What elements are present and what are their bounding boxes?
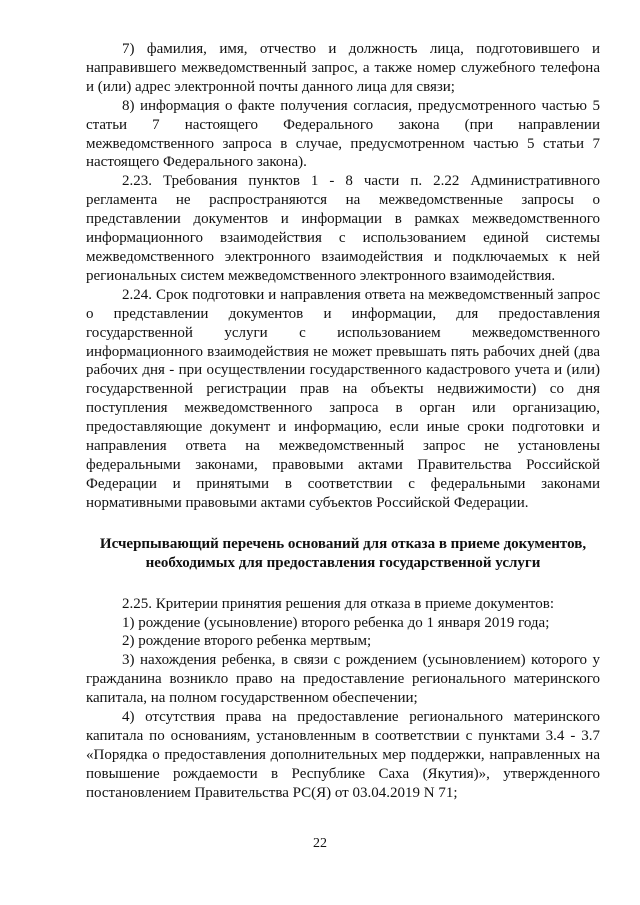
paragraph-item-7: 7) фамилия, имя, отчество и должность лица, подготовившего и направившего межведомственный запрос, а также номер служебного телефона и (или) адрес электронной почты данного лица для связи; xyxy=(86,41,600,95)
criteria-item-4: 4) отсутствия права на предоставление регионального материнского капитала по основаниям, установленным в соответствии с пунктами 3.4 - 3.7 «Порядка о предоставления дополнительных мер поддержки, направленных на повышение рождаемости в Республике Саха (Якутия)», утвержденного постановлением Правительства РС(Я) от 03.04.2019 N 71; xyxy=(86,709,600,801)
section-heading: Исчерпывающий перечень оснований для отказа в приеме документов, необходимых для предоставления государственной услуги xyxy=(99,535,587,571)
document-page xyxy=(86,40,600,803)
paragraph-2-25: 2.25. Критерии принятия решения для отказа в приеме документов: xyxy=(122,595,554,612)
criteria-item-2: 2) рождение второго ребенка мертвым; xyxy=(122,633,372,650)
paragraph-2-23: 2.23. Требования пунктов 1 - 8 части п. 2.22 Административного регламента не распространяются на межведомственные запросы о представлении документов и информации в рамках межведомственного информационного взаимодействия с использованием единой системы межведомственного электронного взаимодействия и подключаемых к ней региональных систем межведомственного электронного взаимодействия. xyxy=(86,173,600,284)
criteria-item-3: 3) нахождения ребенка, в связи с рождением (усыновлением) которого у гражданина возникло право на предоставление регионального материнского капитала, на полном государственном обеспечении; xyxy=(86,652,600,707)
paragraph-item-8: 8) информация о факте получения согласия, предусмотренного частью 5 статьи 7 настоящего Федерального закона (при направлении межведомственного запроса в случае, предусмотренном частью 5 статьи 7 настоящего Федерального закона). xyxy=(86,97,600,171)
paragraph-2-24: 2.24. Срок подготовки и направления ответа на межведомственный запрос о представлении документов и информации, для предоставления государственной услуги с использованием межведомственного информационного взаимодействия не может превышать пять рабочих дней (два рабочих дня - при осуществлении государственного кадастрового учета и (или) государственной регистрации прав на объекты недвижимости) со дня поступления межведомственного запроса в орган или организацию, предоставляющие документ и информацию, если иные сроки подготовки и направления ответа на межведомственный запрос не установлены федеральными законами, правовыми актами Правительства Российской Федерации и принятыми в соответствии с федеральными законами нормативными правовыми актами субъектов Российской Федерации. xyxy=(86,286,600,511)
section-spacer xyxy=(86,513,600,535)
page-number: 22 xyxy=(313,836,327,851)
criteria-item-1: 1) рождение (усыновление) второго ребенка до 1 января 2019 года; xyxy=(122,614,550,631)
section-spacer xyxy=(86,573,600,595)
